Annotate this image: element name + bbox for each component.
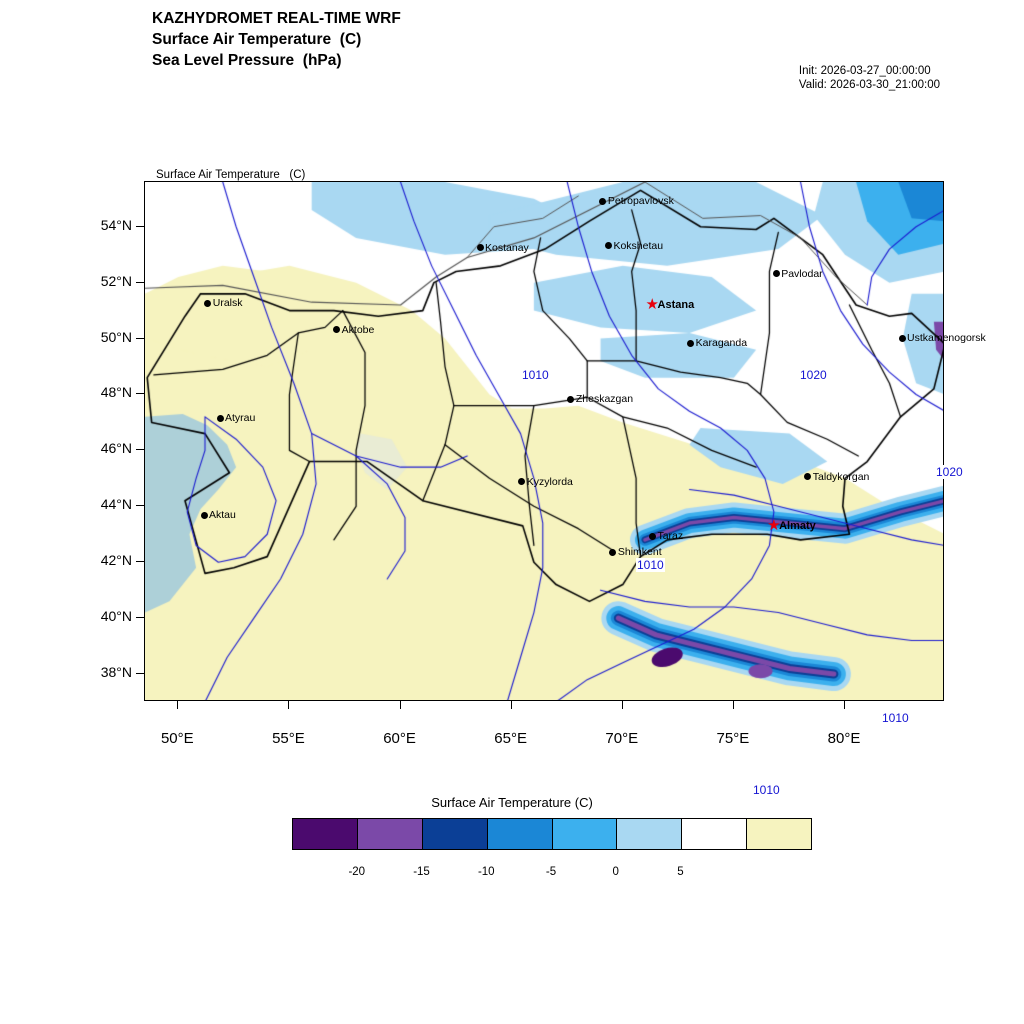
lon-tick — [177, 701, 178, 709]
city-label: Taraz — [657, 530, 684, 543]
lat-tick — [136, 282, 144, 283]
lat-tick — [136, 226, 144, 227]
lon-label: 65°E — [494, 730, 527, 747]
isobar-label: 1010 — [882, 711, 909, 725]
city-label: Kokshetau — [613, 239, 664, 252]
lon-tick — [400, 701, 401, 709]
colorbar-tick-label: 5 — [677, 866, 684, 878]
city-label: Petropavlovsk — [607, 195, 674, 208]
colorbar-swatch — [293, 819, 357, 849]
city-marker[interactable] — [649, 533, 656, 540]
colorbar-swatch — [746, 819, 811, 849]
subcaption-line-1: Surface Air Temperature (C) — [156, 169, 306, 181]
lat-tick — [136, 617, 144, 618]
capital-star-icon[interactable]: ★ — [645, 295, 659, 313]
capital-label: Astana — [657, 298, 695, 311]
colorbar-tick-label: -20 — [348, 866, 366, 878]
isobar-label: 1010 — [522, 368, 549, 382]
city-marker[interactable] — [773, 270, 780, 277]
isobar-label: 1020 — [936, 465, 963, 479]
city-marker[interactable] — [899, 335, 906, 342]
lon-tick — [622, 701, 623, 709]
page-title — [152, 8, 401, 71]
colorbar-tick-label: -5 — [545, 866, 557, 878]
city-label: Aktau — [209, 509, 236, 522]
title-line-2: Surface Air Temperature (C) — [152, 31, 362, 48]
colorbar-swatch — [422, 819, 487, 849]
isobar-label: 1020 — [800, 368, 827, 382]
map-raster — [145, 182, 944, 701]
lat-tick — [136, 338, 144, 339]
lat-label: 44°N — [100, 496, 132, 513]
lon-label: 60°E — [383, 730, 416, 747]
city-marker[interactable] — [204, 300, 211, 307]
title-line-1: KAZHYDROMET REAL-TIME WRF — [152, 10, 401, 27]
lat-label: 54°N — [100, 216, 132, 233]
lat-tick — [136, 561, 144, 562]
lat-tick — [136, 673, 144, 674]
city-marker[interactable] — [687, 340, 694, 347]
colorbar-swatch — [487, 819, 552, 849]
city-label: Atyrau — [225, 412, 256, 425]
capital-star-icon[interactable]: ★ — [767, 517, 781, 535]
city-label: Kyzylorda — [526, 475, 573, 488]
city-label: Taldykorgan — [812, 470, 870, 483]
city-label: Pavlodar — [781, 267, 823, 280]
colorbar-swatch — [681, 819, 746, 849]
city-label: Uralsk — [212, 297, 243, 310]
city-label: Kostanay — [485, 241, 529, 254]
lat-label: 38°N — [100, 664, 132, 681]
lon-label: 70°E — [605, 730, 639, 747]
city-label: Karaganda — [695, 337, 748, 350]
colorbar-swatch — [616, 819, 681, 849]
title-line-3: Sea Level Pressure (hPa) — [152, 52, 342, 69]
city-label: Shimkent — [617, 546, 662, 559]
lon-label: 50°E — [160, 730, 194, 747]
colorbar-tick-label: -10 — [477, 866, 495, 878]
city-label: Ustkamenogorsk — [907, 332, 986, 345]
colorbar-swatch — [552, 819, 617, 849]
lon-label: 80°E — [827, 730, 861, 747]
lon-label: 75°E — [716, 730, 750, 747]
lat-tick — [136, 449, 144, 450]
weather-map[interactable] — [144, 181, 944, 701]
lon-tick — [733, 701, 734, 709]
lat-label: 52°N — [100, 272, 132, 289]
lat-tick — [136, 505, 144, 506]
lat-label: 46°N — [100, 440, 132, 457]
colorbar-title: Surface Air Temperature (C) — [431, 795, 593, 810]
lon-tick — [288, 701, 289, 709]
isobar-label: 1010 — [637, 558, 664, 572]
city-marker[interactable] — [217, 415, 224, 422]
model-run-times — [799, 64, 940, 92]
city-label: Zheskazgan — [575, 393, 634, 406]
lon-tick — [844, 701, 845, 709]
colorbar-tick-label: -15 — [413, 866, 430, 878]
colorbar[interactable] — [292, 818, 812, 850]
lon-tick — [511, 701, 512, 709]
city-marker[interactable] — [477, 244, 484, 251]
capital-label: Almaty — [779, 520, 816, 533]
lat-label: 48°N — [100, 384, 132, 401]
city-marker[interactable] — [201, 512, 208, 519]
lat-label: 50°N — [100, 328, 132, 345]
init-time: Init: 2026-03-27_00:00:00 — [798, 65, 931, 77]
lat-tick — [136, 393, 144, 394]
colorbar-tick-label: 0 — [612, 866, 619, 878]
lat-label: 40°N — [100, 608, 132, 625]
lon-label: 55°E — [272, 730, 305, 747]
lat-label: 42°N — [100, 552, 132, 569]
colorbar-swatch — [357, 819, 422, 849]
valid-time: Valid: 2026-03-30_21:00:00 — [798, 79, 940, 91]
isobar-label: 1010 — [753, 783, 780, 797]
city-label: Aktobe — [341, 323, 375, 336]
